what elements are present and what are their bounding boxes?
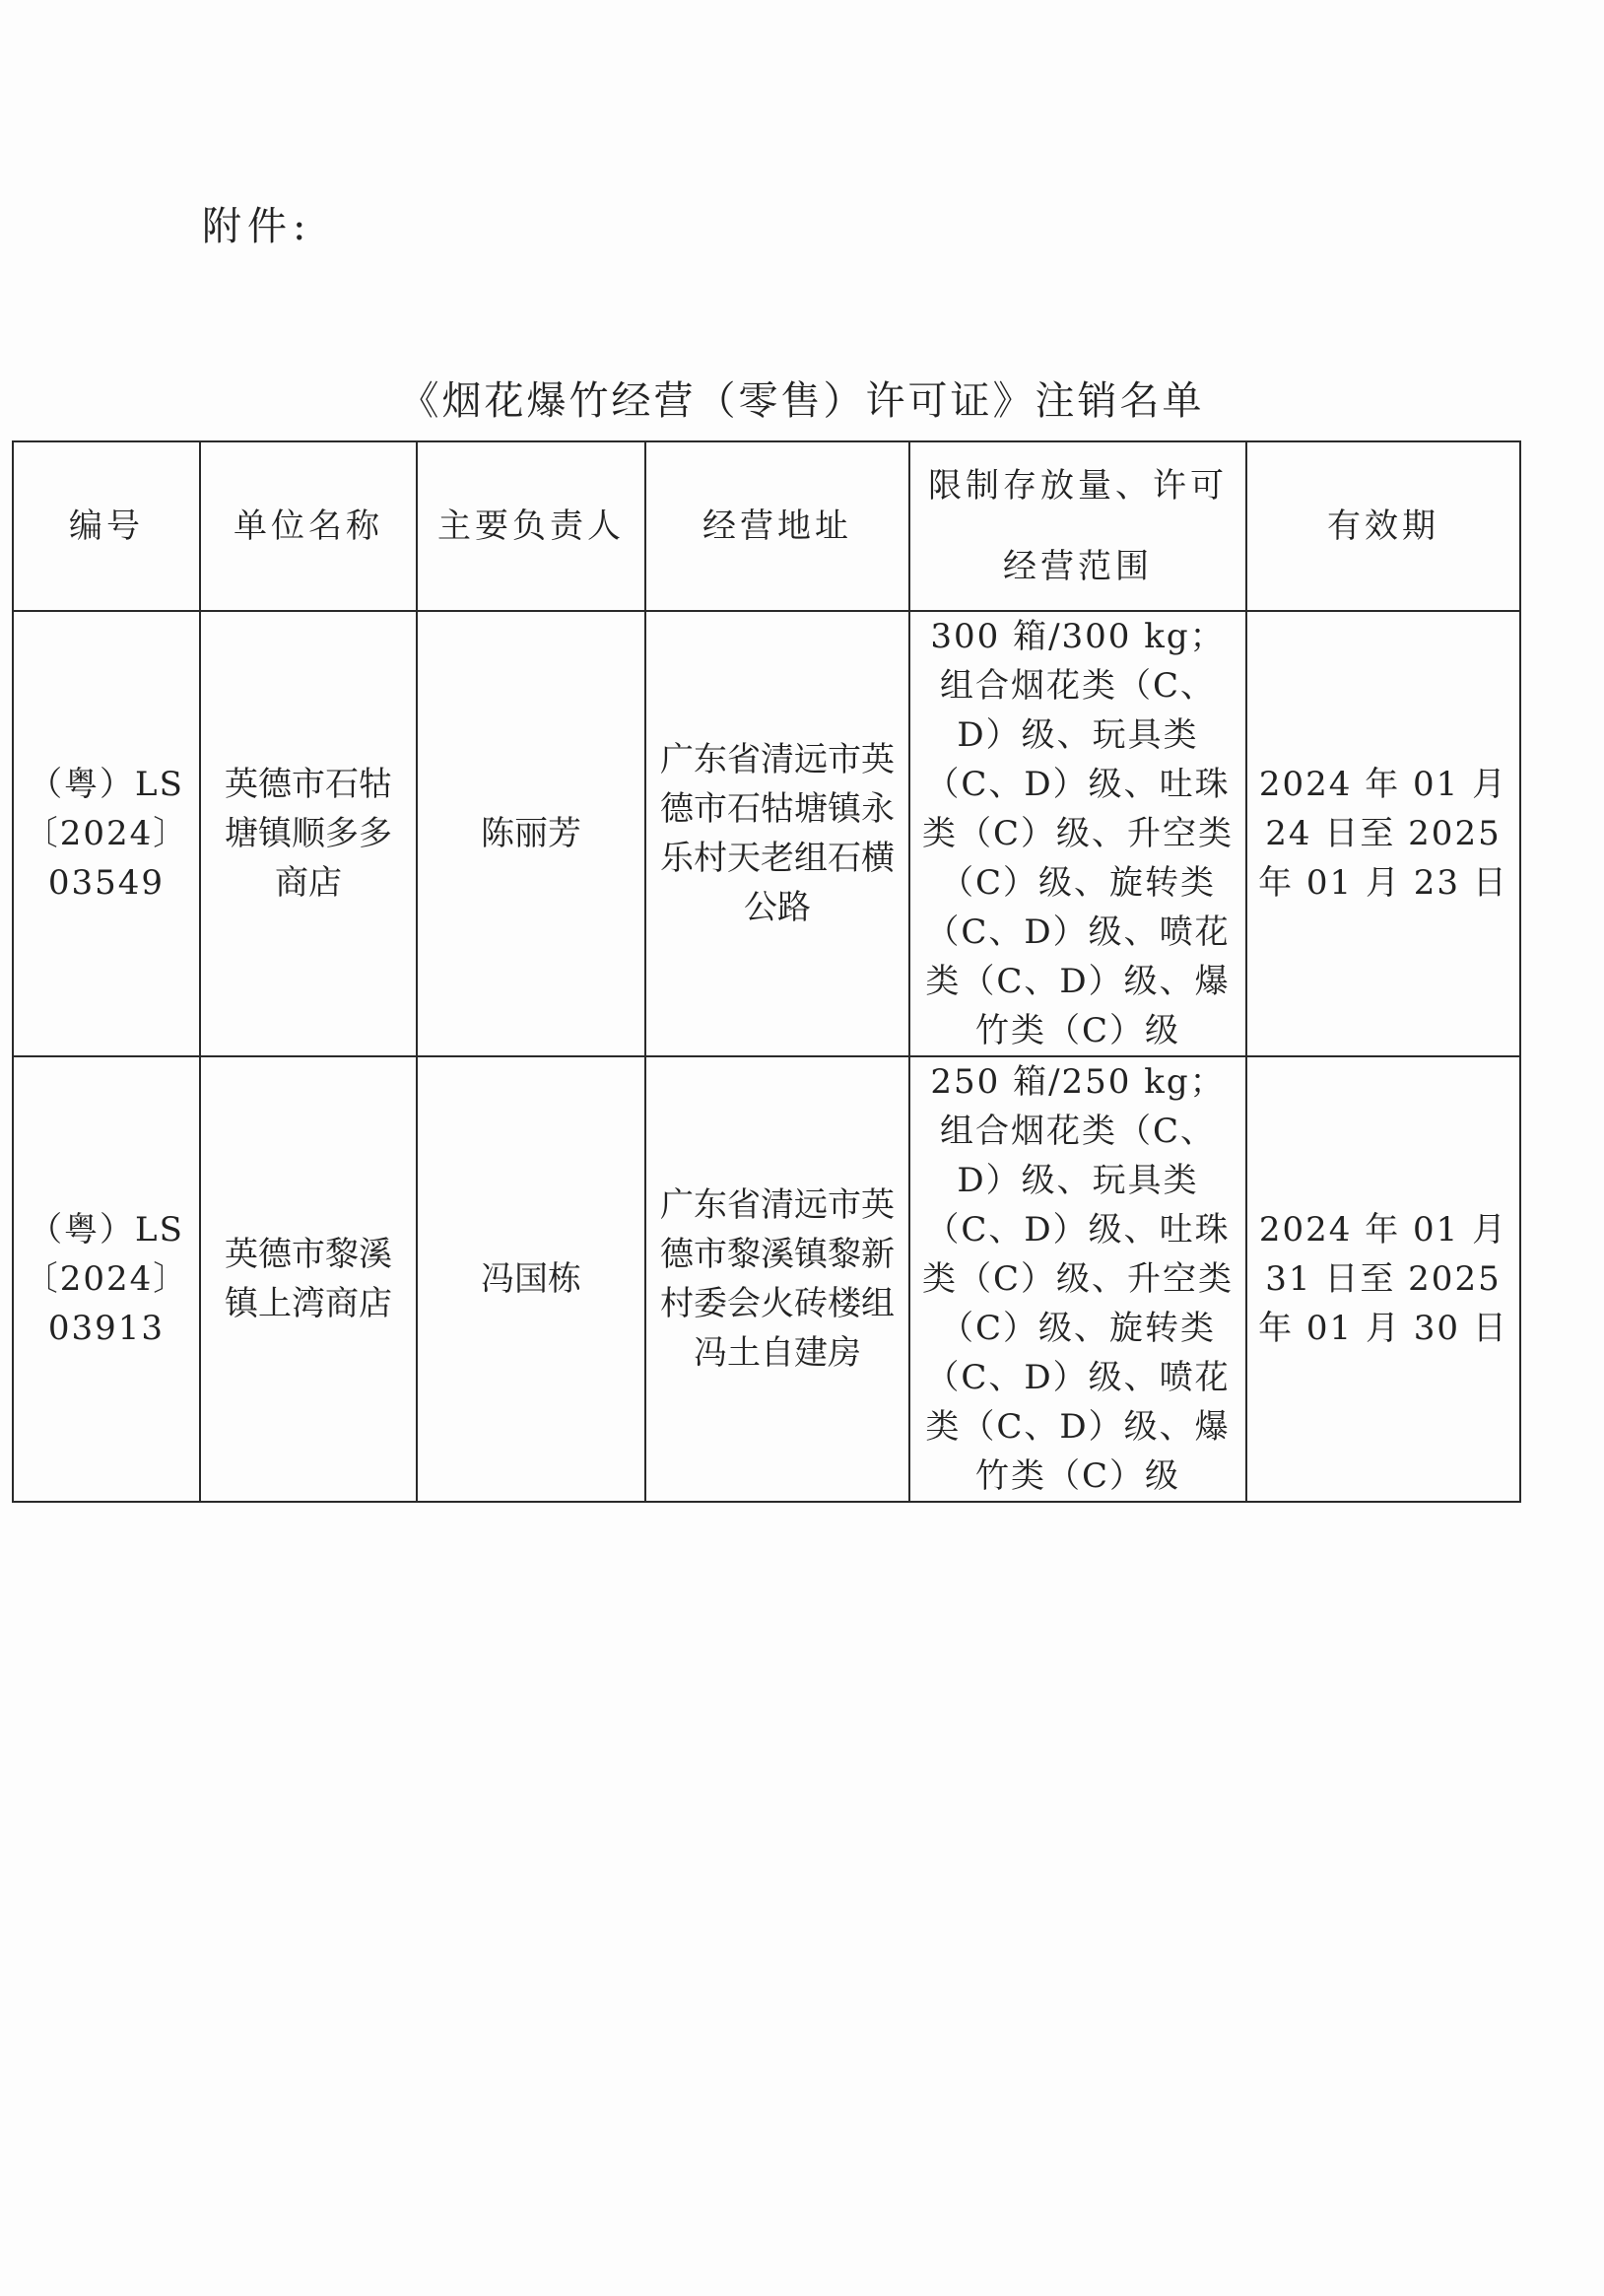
table-row <box>13 611 1520 1056</box>
revocation-table <box>12 440 1521 1503</box>
header-validity: 有效期 <box>1246 441 1520 611</box>
cell-validity: 2024 年 01 月 31 日至 2025 年 01 月 30 日 <box>1246 1056 1520 1502</box>
cell-number: （粤）LS〔2024〕03913 <box>13 1056 200 1502</box>
cell-address: 广东省清远市英德市黎溪镇黎新村委会火砖楼组冯土自建房 <box>645 1056 909 1502</box>
cell-principal: 冯国栋 <box>417 1056 645 1502</box>
cell-principal: 陈丽芳 <box>417 611 645 1056</box>
cell-scope: 250 箱/250 kg；组合烟花类（C、D）级、玩具类（C、D）级、吐珠类（C）级、升空类（C）级、旋转类（C、D）级、喷花类（C、D）级、爆竹类（C）级 <box>909 1056 1246 1502</box>
header-scope <box>909 441 1246 611</box>
attachment-label: 附件: <box>202 204 312 249</box>
header-principal: 主要负责人 <box>417 441 645 611</box>
cell-address: 广东省清远市英德市石牯塘镇永乐村天老组石横公路 <box>645 611 909 1056</box>
table-row <box>13 1056 1520 1502</box>
header-address: 经营地址 <box>645 441 909 611</box>
cell-validity: 2024 年 01 月 24 日至 2025 年 01 月 23 日 <box>1246 611 1520 1056</box>
table-header-row <box>13 441 1520 611</box>
cell-scope: 300 箱/300 kg；组合烟花类（C、D）级、玩具类（C、D）级、吐珠类（C）级、升空类（C）级、旋转类（C、D）级、喷花类（C、D）级、爆竹类（C）级 <box>909 611 1246 1056</box>
header-number: 编号 <box>13 441 200 611</box>
cell-number: （粤）LS〔2024〕03549 <box>13 611 200 1056</box>
header-scope-line2: 经营范围 <box>1003 547 1153 586</box>
cell-unit-name: 英德市石牯塘镇顺多多商店 <box>200 611 417 1056</box>
header-unit-name: 单位名称 <box>200 441 417 611</box>
cell-unit-name: 英德市黎溪镇上湾商店 <box>200 1056 417 1502</box>
page-title: 《烟花爆竹经营（零售）许可证》注销名单 <box>399 378 1205 424</box>
header-scope-line1: 限制存放量、许可 <box>928 466 1228 506</box>
